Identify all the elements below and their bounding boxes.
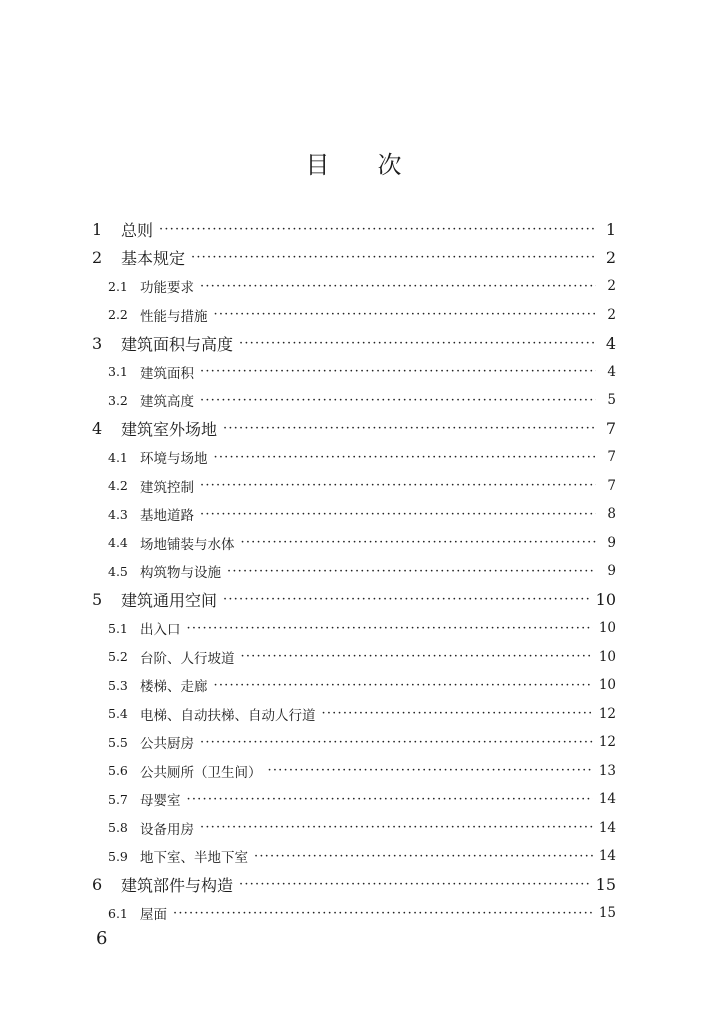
toc-section-entry[interactable] — [92, 700, 616, 729]
toc-entry-label: 建筑通用空间 — [121, 591, 218, 611]
toc-entry-page: 10 — [598, 677, 616, 694]
toc-entry-page: 9 — [607, 534, 616, 551]
toc-section-entry[interactable] — [92, 614, 616, 643]
toc-entry-page: 15 — [598, 905, 616, 922]
toc-dot-leader — [191, 250, 596, 265]
toc-entry-label: 电梯、自动扶梯、自动人行道 — [140, 707, 316, 724]
toc-dot-leader — [214, 450, 597, 465]
toc-dot-leader — [200, 364, 596, 379]
toc-entry-page: 12 — [598, 734, 616, 751]
toc-section-entry[interactable] — [92, 386, 616, 415]
toc-entry-label: 屋面 — [140, 907, 167, 924]
toc-entry-page: 8 — [607, 506, 616, 523]
toc-entry-label: 公共厨房 — [140, 736, 194, 753]
toc-entry-number: 3 — [92, 333, 103, 353]
toc-entry-number: 5.7 — [108, 791, 128, 807]
toc-entry-page: 14 — [598, 819, 616, 836]
toc-section-entry[interactable] — [92, 472, 616, 501]
toc-dot-leader — [239, 336, 596, 351]
toc-entry-label: 建筑控制 — [140, 479, 194, 496]
toc-chapter-entry[interactable] — [92, 415, 616, 444]
page-title: 目次 — [305, 151, 450, 179]
toc-entry-page: 7 — [607, 449, 616, 466]
toc-section-entry[interactable] — [92, 301, 616, 330]
toc-entry-page: 4 — [605, 333, 616, 353]
toc-section-entry[interactable] — [92, 785, 616, 814]
toc-section-entry[interactable] — [92, 842, 616, 871]
toc-entry-page: 5 — [607, 392, 616, 409]
toc-entry-page: 14 — [598, 791, 616, 808]
toc-entry-number: 5.8 — [108, 820, 128, 836]
toc-entry-number: 4.1 — [108, 449, 128, 465]
toc-chapter-entry[interactable] — [92, 586, 616, 615]
toc-dot-leader — [239, 877, 590, 892]
toc-entry-label: 总则 — [121, 220, 154, 240]
toc-dot-leader — [173, 906, 593, 921]
toc-section-entry[interactable] — [92, 814, 616, 843]
toc-entry-label: 构筑物与设施 — [140, 565, 221, 582]
toc-chapter-entry[interactable] — [92, 215, 616, 244]
toc-entry-number: 4.2 — [108, 478, 128, 494]
toc-entry-number: 2 — [92, 248, 103, 268]
toc-dot-leader — [223, 421, 596, 436]
toc-entry-number: 6 — [92, 875, 103, 895]
toc-entry-label: 基地道路 — [140, 508, 194, 525]
toc-dot-leader — [214, 307, 597, 322]
toc-entry-label: 功能要求 — [140, 280, 194, 297]
toc-section-entry[interactable] — [92, 643, 616, 672]
toc-section-entry[interactable] — [92, 358, 616, 387]
page-number: 6 — [96, 928, 108, 949]
toc-chapter-entry[interactable] — [92, 244, 616, 273]
toc-entry-number: 4.4 — [108, 535, 128, 551]
toc-entry-page: 1 — [605, 219, 616, 239]
table-of-contents — [92, 215, 616, 928]
toc-entry-number: 4 — [92, 419, 103, 439]
toc-dot-leader — [214, 678, 593, 693]
toc-section-entry[interactable] — [92, 671, 616, 700]
toc-section-entry[interactable] — [92, 757, 616, 786]
toc-chapter-entry[interactable] — [92, 871, 616, 900]
toc-dot-leader — [241, 535, 597, 550]
toc-entry-number: 5.6 — [108, 763, 128, 779]
toc-dot-leader — [200, 478, 596, 493]
toc-entry-number: 1 — [92, 219, 103, 239]
toc-entry-page: 14 — [598, 848, 616, 865]
toc-dot-leader — [187, 792, 593, 807]
toc-dot-leader — [200, 279, 596, 294]
toc-section-entry[interactable] — [92, 529, 616, 558]
toc-section-entry[interactable] — [92, 443, 616, 472]
toc-dot-leader — [322, 706, 593, 721]
toc-entry-label: 建筑室外场地 — [121, 420, 218, 440]
toc-entry-page: 13 — [598, 762, 616, 779]
toc-entry-page: 7 — [605, 419, 616, 439]
toc-entry-number: 5.5 — [108, 734, 128, 750]
toc-section-entry[interactable] — [92, 272, 616, 301]
toc-dot-leader — [200, 820, 593, 835]
toc-chapter-entry[interactable] — [92, 329, 616, 358]
toc-entry-label: 母婴室 — [140, 793, 181, 810]
toc-entry-number: 2.1 — [108, 278, 128, 294]
toc-entry-page: 15 — [595, 875, 616, 895]
toc-entry-page: 7 — [607, 477, 616, 494]
toc-entry-number: 3.2 — [108, 392, 128, 408]
toc-dot-leader — [200, 507, 596, 522]
toc-entry-page: 12 — [598, 705, 616, 722]
toc-entry-label: 基本规定 — [121, 249, 186, 269]
toc-entry-page: 10 — [595, 590, 616, 610]
toc-entry-number: 2.2 — [108, 307, 128, 323]
toc-entry-label: 出入口 — [140, 622, 181, 639]
toc-entry-number: 5 — [92, 590, 103, 610]
toc-entry-label: 环境与场地 — [140, 451, 208, 468]
toc-entry-label: 公共厕所（卫生间） — [140, 764, 262, 781]
toc-entry-number: 5.9 — [108, 848, 128, 864]
toc-entry-page: 4 — [607, 363, 616, 380]
toc-dot-leader — [159, 222, 596, 237]
toc-entry-number: 6.1 — [108, 905, 128, 921]
toc-dot-leader — [200, 393, 596, 408]
toc-entry-number: 4.5 — [108, 563, 128, 579]
toc-entry-label: 建筑面积 — [140, 365, 194, 382]
toc-entry-page: 10 — [598, 648, 616, 665]
toc-dot-leader — [223, 592, 590, 607]
toc-entry-label: 场地铺装与水体 — [140, 536, 235, 553]
toc-entry-label: 台阶、人行坡道 — [140, 650, 235, 667]
toc-entry-label: 建筑高度 — [140, 394, 194, 411]
toc-section-entry[interactable] — [92, 500, 616, 529]
toc-section-entry[interactable] — [92, 557, 616, 586]
toc-entry-number: 5.1 — [108, 620, 128, 636]
toc-entry-number: 5.3 — [108, 677, 128, 693]
toc-dot-leader — [227, 564, 596, 579]
toc-entry-label: 楼梯、走廊 — [140, 679, 208, 696]
toc-entry-label: 性能与措施 — [140, 308, 208, 325]
toc-section-entry[interactable] — [92, 728, 616, 757]
toc-entry-number: 5.4 — [108, 706, 128, 722]
toc-dot-leader — [268, 763, 593, 778]
toc-entry-label: 建筑面积与高度 — [121, 334, 234, 354]
toc-entry-label: 设备用房 — [140, 821, 194, 838]
toc-entry-page: 2 — [607, 306, 616, 323]
toc-entry-number: 4.3 — [108, 506, 128, 522]
toc-dot-leader — [187, 621, 593, 636]
toc-entry-page: 2 — [605, 248, 616, 268]
toc-section-entry[interactable] — [92, 899, 616, 928]
toc-entry-label: 地下室、半地下室 — [140, 850, 248, 867]
toc-dot-leader — [200, 735, 593, 750]
toc-dot-leader — [254, 849, 593, 864]
toc-dot-leader — [241, 649, 593, 664]
toc-entry-number: 5.2 — [108, 649, 128, 665]
toc-entry-page: 10 — [598, 620, 616, 637]
toc-entry-page: 2 — [607, 278, 616, 295]
toc-entry-number: 3.1 — [108, 364, 128, 380]
toc-entry-label: 建筑部件与构造 — [121, 876, 234, 896]
toc-entry-page: 9 — [607, 563, 616, 580]
